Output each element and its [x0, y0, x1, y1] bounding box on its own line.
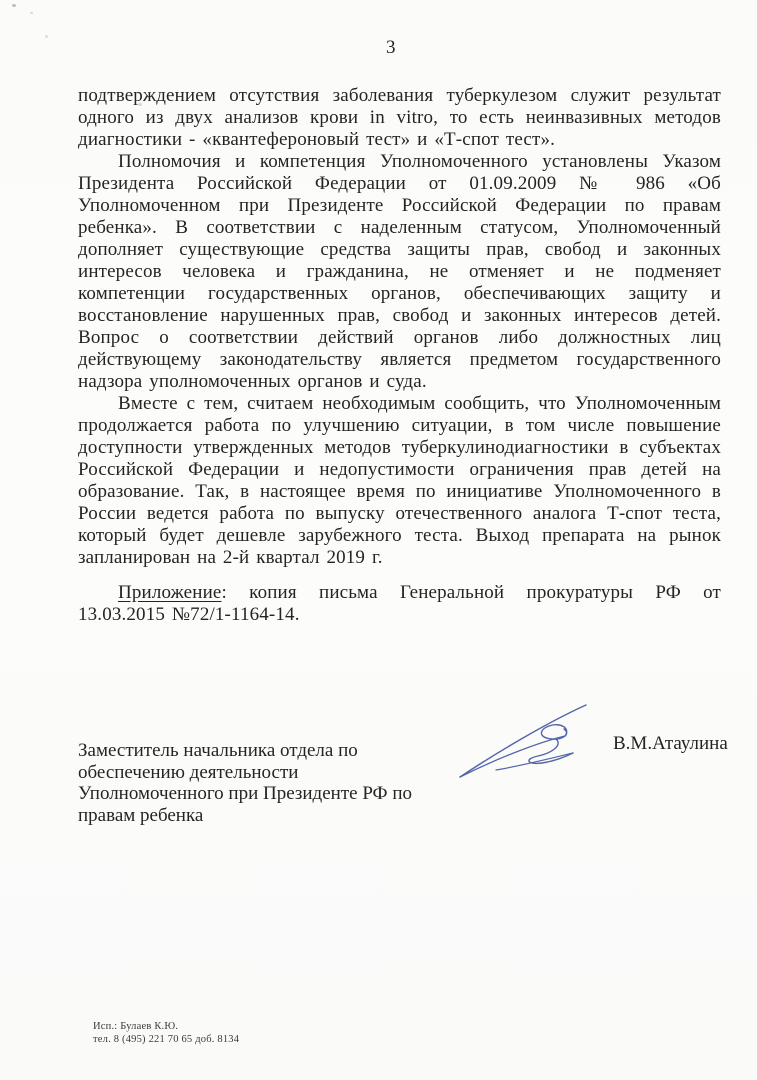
- attachment-label: Приложение: [118, 582, 222, 603]
- position-line: правам ребенка: [78, 805, 204, 827]
- scan-speck: [30, 12, 33, 14]
- position-line: обеспечению деятельности: [78, 761, 299, 783]
- scan-speck: [45, 35, 48, 38]
- signer-name: В.М.Атаулина: [613, 733, 728, 754]
- paragraph-continuation: подтверждением отсутствия заболевания туберкулезом служит результат одного из двух анализов крови in vitro, то есть неинвазивных методов диагностики - «квантефероновый тест» и «Т-спот тест».: [78, 85, 721, 150]
- position-line: Заместитель начальника отдела по: [78, 740, 358, 761]
- attachment-text: : копия письма Генеральной прокуратуры РФ от 13.03.2015 №72/1-1164-14.: [78, 582, 721, 625]
- executor-footer: [93, 1021, 239, 1046]
- attachment-line: [78, 582, 721, 626]
- document-body: [78, 85, 721, 626]
- paragraph-authority: Полномочия и компетенция Уполномоченного установлены Указом Президента Российской Федерации от 01.09.2009 № 986 «Об Уполномоченном при Президенте Российской Федерации по правам ребенка». В соответствии с наделенным статусом, Уполномоченный дополняет существующие средства защиты прав, свобод и законных интересов человека и гражданина, не отменяет и не подменяет компетенции государственных органов, обеспечивающих защиту и восстановление нарушенных прав, свобод и законных интересов детей. Вопрос о соответствии действий органов либо должностных лиц действующему законодательству является предметом государственного надзора уполномоченных органов и суда.: [78, 151, 721, 392]
- signature-strokes: [460, 705, 586, 777]
- page-number: 3: [386, 37, 396, 58]
- paragraph-current-work: Вместе с тем, считаем необходимым сообщить, что Уполномоченным продолжается работа по улучшению ситуации, в том числе повышение доступности утвержденных методов туберкулинодиагностики в субъектах Российской Федерации и недопустимости ограничения прав детей на образование. Так, в настоящее время по инициативе Уполномоченного в России ведется работа по выпуску отечественного аналога Т-спот теста, который будет дешевле зарубежного теста. Выход препарата на рынок запланирован на 2-й квартал 2019 г.: [78, 393, 721, 568]
- handwritten-signature: [438, 693, 618, 793]
- executor-line: Исп.: Булаев К.Ю.: [93, 1021, 179, 1032]
- signer-position-title: [78, 740, 438, 827]
- scan-speck: [12, 4, 16, 7]
- phone-line: тел. 8 (495) 221 70 65 доб. 8134: [93, 1033, 240, 1045]
- position-line: Уполномоченного при Президенте РФ по: [78, 783, 412, 805]
